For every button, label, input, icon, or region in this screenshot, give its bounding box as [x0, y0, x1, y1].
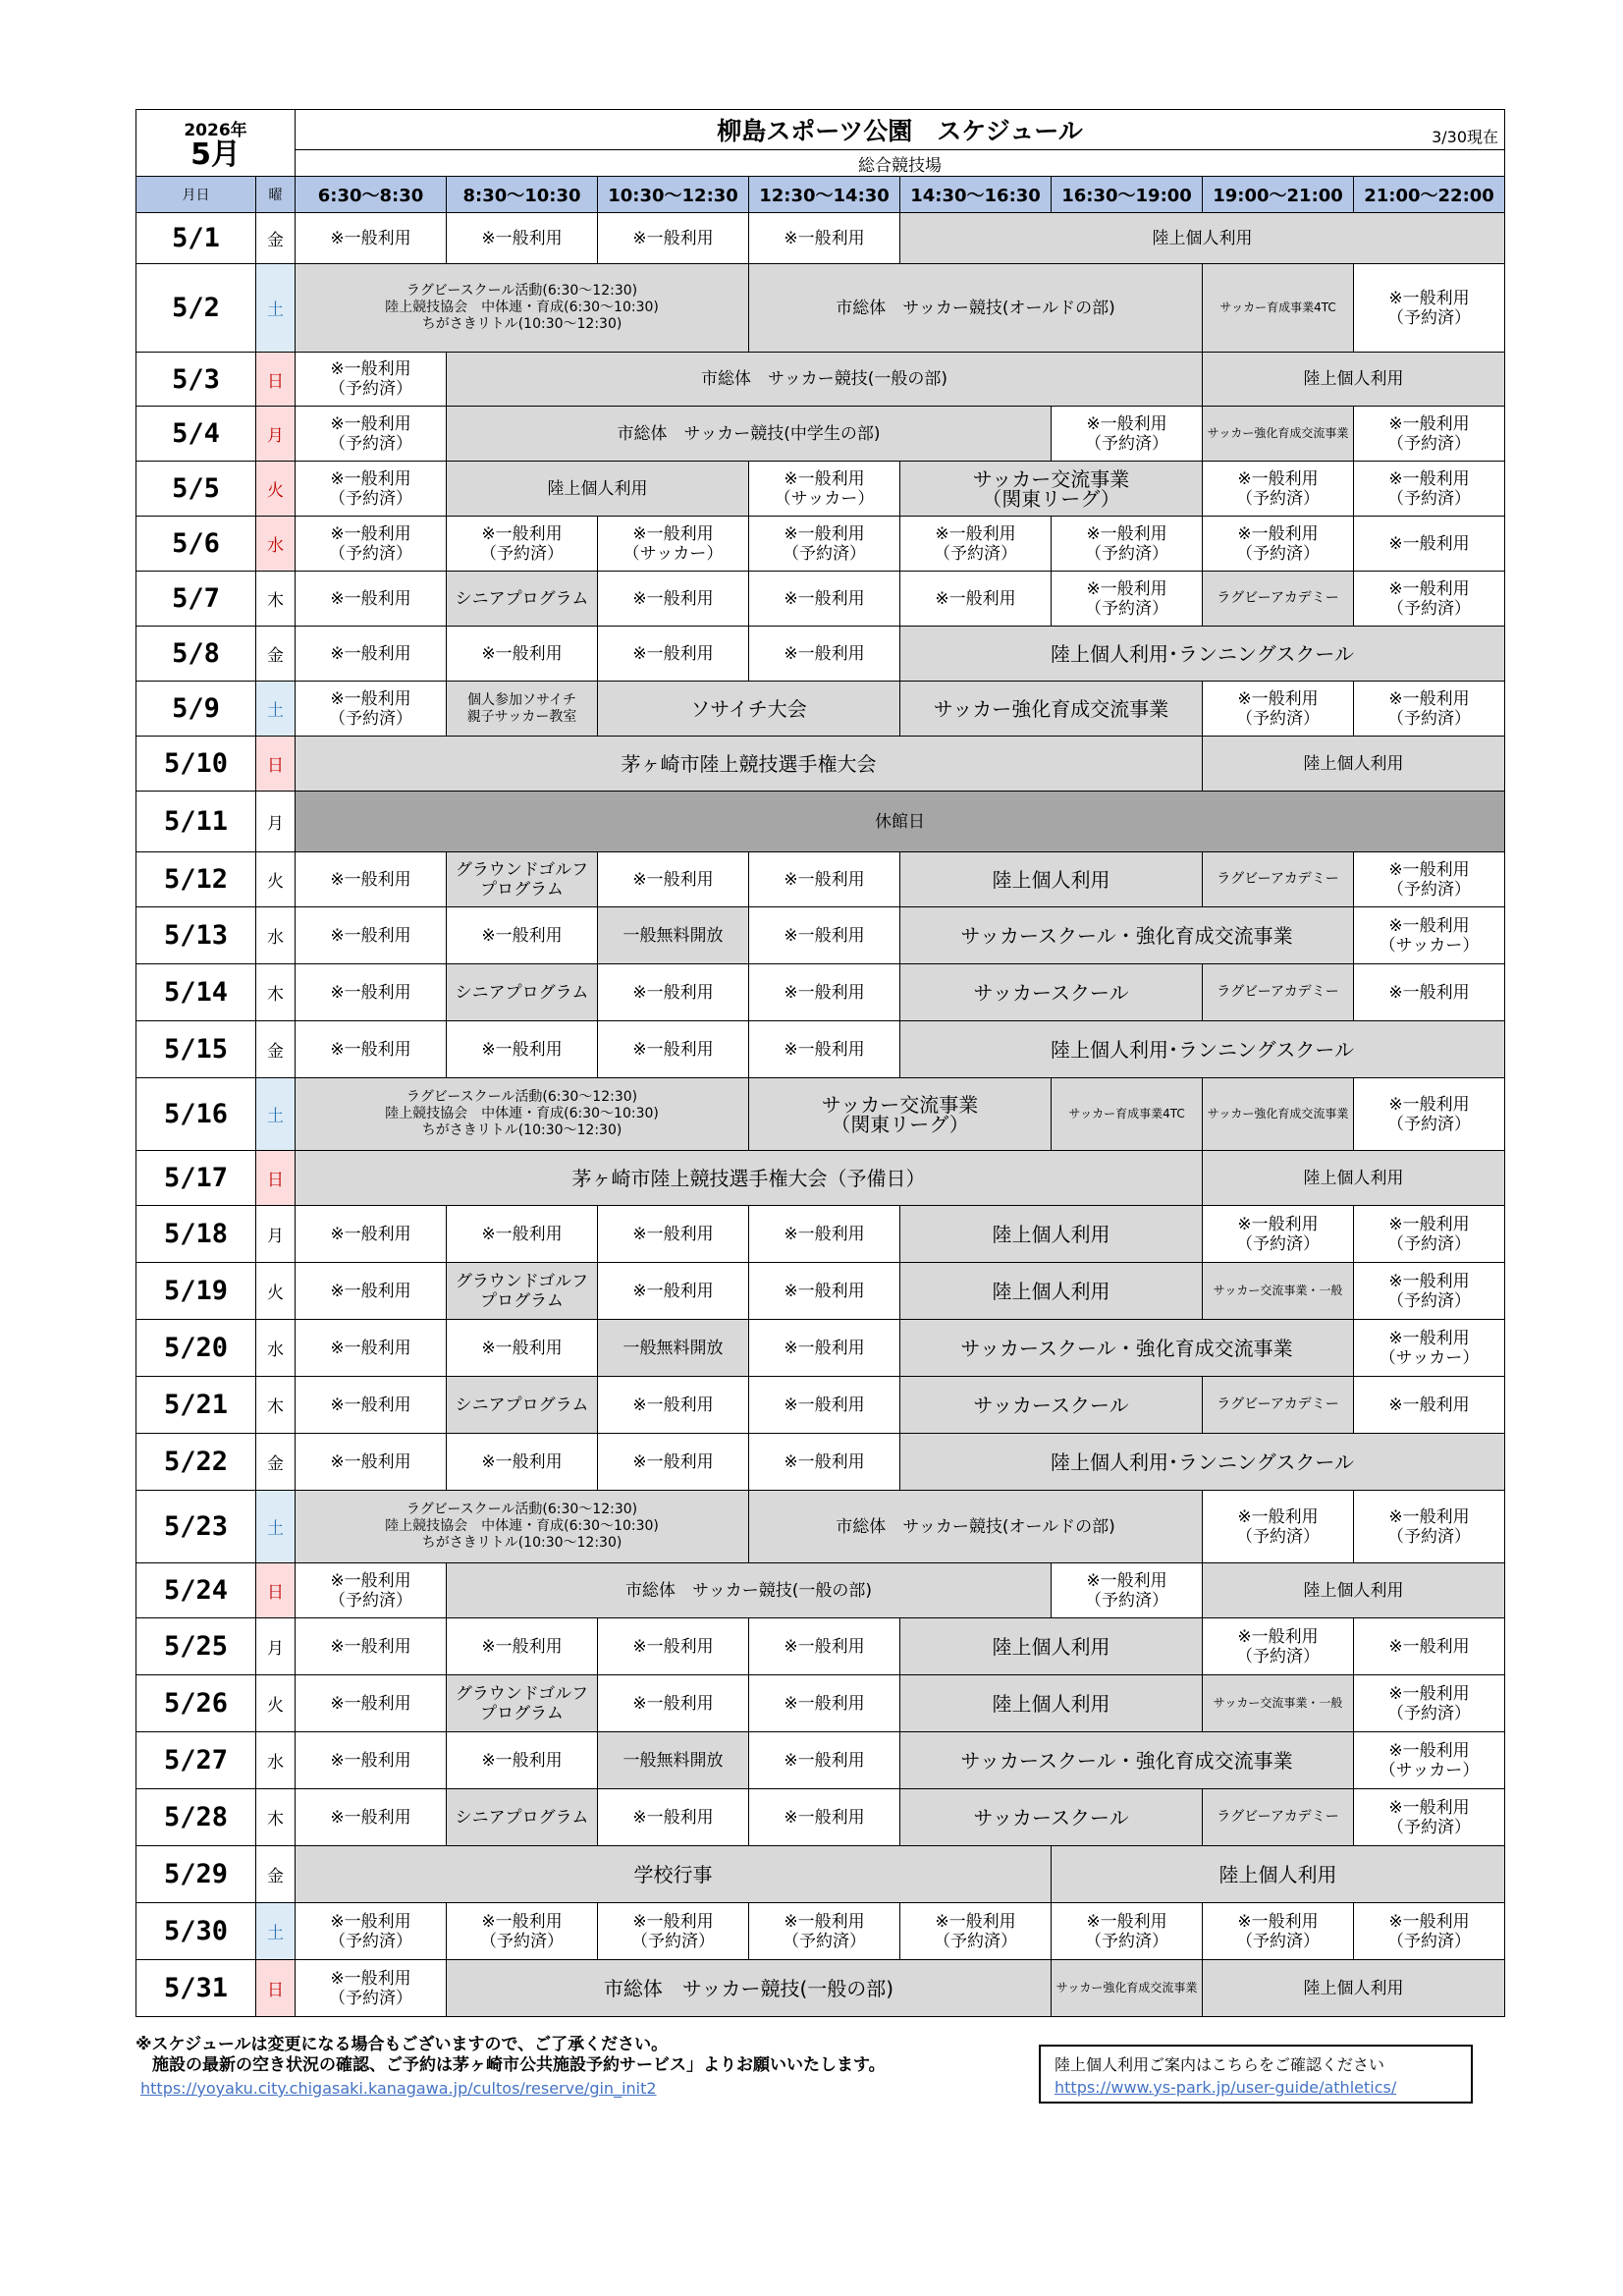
slot-cell: ※一般利用 （予約済）: [1203, 462, 1354, 517]
slot-cell: ※一般利用: [296, 907, 447, 964]
slot-cell: ※一般利用 （予約済）: [296, 682, 447, 737]
event-cell: 陸上個人利用: [900, 1618, 1203, 1675]
row-date: 5/30: [136, 1903, 256, 1960]
event-cell: グラウンドゴルフ プログラム: [447, 1263, 598, 1320]
table-row: [136, 1903, 1505, 1960]
slot-cell: ※一般利用: [749, 1675, 900, 1732]
event-cell: サッカー交流事業・一般: [1203, 1263, 1354, 1320]
event-cell: 一般無料開放: [598, 1320, 749, 1377]
slot-cell: ※一般利用 （予約済）: [749, 517, 900, 572]
event-cell: 市総体 サッカー競技(オールドの部): [749, 264, 1203, 353]
row-date: 5/3: [136, 353, 256, 407]
row-day-of-week: 金: [256, 213, 296, 264]
note-change-notice: ※スケジュールは変更になる場合もございますので、ご了承ください。: [135, 2035, 669, 2054]
row-date: 5/6: [136, 517, 256, 572]
row-day-of-week: 木: [256, 964, 296, 1021]
row-date: 5/8: [136, 627, 256, 682]
table-row: [136, 213, 1505, 264]
slot-cell: ※一般利用 （予約済）: [1354, 1491, 1505, 1563]
event-cell: 陸上個人利用･ランニングスクール: [900, 627, 1505, 682]
table-row: [136, 353, 1505, 407]
table-row: [136, 1618, 1505, 1675]
row-day-of-week: 土: [256, 682, 296, 737]
row-day-of-week: 日: [256, 353, 296, 407]
event-cell: 陸上個人利用: [900, 852, 1203, 907]
event-cell: サッカー交流事業 （関東リーグ）: [900, 462, 1203, 517]
row-day-of-week: 月: [256, 1206, 296, 1263]
slot-cell: ※一般利用 （予約済）: [900, 517, 1052, 572]
slot-cell: ※一般利用: [749, 852, 900, 907]
event-cell: 陸上個人利用: [900, 1206, 1203, 1263]
row-day-of-week: 月: [256, 407, 296, 462]
slot-cell: ※一般利用: [598, 1789, 749, 1846]
slot-cell: ※一般利用 （予約済）: [1052, 517, 1203, 572]
slot-cell: ※一般利用 （予約済）: [1354, 1206, 1505, 1263]
table-row: [136, 907, 1505, 964]
table-row: [136, 1846, 1505, 1903]
slot-cell: ※一般利用 （予約済）: [447, 517, 598, 572]
slot-cell: ※一般利用: [447, 627, 598, 682]
event-cell: 一般無料開放: [598, 1732, 749, 1789]
table-row: [136, 1263, 1505, 1320]
slot-cell: ※一般利用: [598, 572, 749, 627]
event-cell: 陸上個人利用: [1203, 737, 1505, 792]
slot-cell: ※一般利用: [296, 1618, 447, 1675]
row-day-of-week: 金: [256, 1846, 296, 1903]
slot-cell: ※一般利用 （サッカー）: [598, 517, 749, 572]
event-cell: 一般無料開放: [598, 907, 749, 964]
event-cell: シニアプログラム: [447, 964, 598, 1021]
slot-cell: ※一般利用 （サッカー）: [1354, 1732, 1505, 1789]
table-row: [136, 572, 1505, 627]
slot-cell: ※一般利用 （予約済）: [1203, 1618, 1354, 1675]
row-date: 5/22: [136, 1434, 256, 1491]
row-date: 5/9: [136, 682, 256, 737]
event-cell: 市総体 サッカー競技(一般の部): [447, 1960, 1052, 2017]
row-day-of-week: 火: [256, 1675, 296, 1732]
event-cell: ラグビースクール活動(6:30～12:30) 陸上競技協会 中体連・育成(6:30～10:30) ちがさきリトル(10:30～12:30): [296, 1078, 749, 1151]
slot-cell: ※一般利用: [296, 1263, 447, 1320]
row-day-of-week: 日: [256, 1151, 296, 1206]
slot-cell: ※一般利用 （予約済）: [1203, 1903, 1354, 1960]
slot-cell: ※一般利用: [749, 1377, 900, 1434]
slot-cell: ※一般利用: [900, 572, 1052, 627]
column-header-dow: 曜: [256, 177, 296, 213]
slot-cell: ※一般利用: [749, 1320, 900, 1377]
row-date: 5/25: [136, 1618, 256, 1675]
table-row: [136, 517, 1505, 572]
row-date: 5/2: [136, 264, 256, 353]
row-date: 5/24: [136, 1563, 256, 1618]
slot-cell: ※一般利用 （予約済）: [598, 1903, 749, 1960]
table-row: [136, 1078, 1505, 1151]
table-row: [136, 1789, 1505, 1846]
event-cell: 陸上個人利用: [447, 462, 749, 517]
table-row: [136, 1732, 1505, 1789]
event-cell: サッカー強化育成交流事業: [1203, 407, 1354, 462]
slot-cell: ※一般利用 （予約済）: [296, 517, 447, 572]
slot-cell: ※一般利用: [598, 1675, 749, 1732]
table-row: [136, 737, 1505, 792]
slot-cell: ※一般利用 （予約済）: [1052, 572, 1203, 627]
table-row: [136, 1377, 1505, 1434]
table-row: [136, 462, 1505, 517]
event-cell: 市総体 サッカー競技(一般の部): [447, 353, 1203, 407]
event-cell: サッカースクール・強化育成交流事業: [900, 1320, 1354, 1377]
table-row: [136, 964, 1505, 1021]
column-header-slot: 10:30～12:30: [598, 177, 749, 213]
slot-cell: ※一般利用 （予約済）: [296, 1563, 447, 1618]
column-header-slot: 21:00～22:00: [1354, 177, 1505, 213]
slot-cell: ※一般利用: [598, 1377, 749, 1434]
event-cell: サッカー交流事業・一般: [1203, 1675, 1354, 1732]
slot-cell: ※一般利用 （予約済）: [749, 1903, 900, 1960]
as-of-date: 3/30現在: [1432, 128, 1499, 146]
column-header-slot: 14:30～16:30: [900, 177, 1052, 213]
row-date: 5/10: [136, 737, 256, 792]
slot-cell: ※一般利用: [598, 1434, 749, 1491]
slot-cell: ※一般利用: [447, 1732, 598, 1789]
event-cell: 休館日: [296, 792, 1505, 852]
event-cell: シニアプログラム: [447, 1377, 598, 1434]
event-cell: 陸上個人利用: [1052, 1846, 1505, 1903]
slot-cell: ※一般利用: [447, 907, 598, 964]
slot-cell: ※一般利用: [1354, 1618, 1505, 1675]
table-row: [136, 852, 1505, 907]
event-cell: サッカースクール: [900, 964, 1203, 1021]
event-cell: サッカースクール・強化育成交流事業: [900, 1732, 1354, 1789]
table-row: [136, 264, 1505, 353]
row-date: 5/5: [136, 462, 256, 517]
row-date: 5/13: [136, 907, 256, 964]
table-row: [136, 1675, 1505, 1732]
row-date: 5/15: [136, 1021, 256, 1078]
event-cell: ラグビーアカデミー: [1203, 964, 1354, 1021]
event-cell: 陸上個人利用: [900, 213, 1505, 264]
slot-cell: ※一般利用: [1354, 964, 1505, 1021]
event-cell: サッカー強化育成交流事業: [1052, 1960, 1203, 2017]
row-day-of-week: 土: [256, 1903, 296, 1960]
slot-cell: ※一般利用: [749, 1021, 900, 1078]
row-date: 5/29: [136, 1846, 256, 1903]
table-row: [136, 792, 1505, 852]
slot-cell: ※一般利用: [598, 1263, 749, 1320]
row-day-of-week: 火: [256, 462, 296, 517]
column-header-date: 月日: [136, 177, 256, 213]
venue-name: 総合競技場: [296, 150, 1505, 177]
slot-cell: ※一般利用: [447, 1434, 598, 1491]
row-day-of-week: 水: [256, 907, 296, 964]
slot-cell: ※一般利用: [447, 1618, 598, 1675]
row-day-of-week: 金: [256, 1021, 296, 1078]
note-reservation-info: 施設の最新の空き状況の確認、ご予約は茅ヶ崎市公共施設予約サービス」よりお願いいたします。: [135, 2055, 886, 2075]
column-header-slot: 16:30～19:00: [1052, 177, 1203, 213]
column-header-slot: 19:00～21:00: [1203, 177, 1354, 213]
slot-cell: ※一般利用: [598, 213, 749, 264]
event-cell: 陸上個人利用･ランニングスクール: [900, 1434, 1505, 1491]
row-date: 5/12: [136, 852, 256, 907]
event-cell: 茅ヶ崎市陸上競技選手権大会: [296, 737, 1203, 792]
slot-cell: ※一般利用 （予約済）: [296, 353, 447, 407]
row-day-of-week: 金: [256, 1434, 296, 1491]
event-cell: サッカー育成事業4TC: [1203, 264, 1354, 353]
table-row: [136, 1434, 1505, 1491]
title-cell: [296, 110, 1505, 150]
event-cell: グラウンドゴルフ プログラム: [447, 1675, 598, 1732]
slot-cell: ※一般利用 （予約済）: [1354, 572, 1505, 627]
slot-cell: ※一般利用: [447, 1320, 598, 1377]
slot-cell: ※一般利用 （予約済）: [900, 1903, 1052, 1960]
slot-cell: ※一般利用: [296, 852, 447, 907]
slot-cell: ※一般利用: [296, 1377, 447, 1434]
slot-cell: ※一般利用 （予約済）: [447, 1903, 598, 1960]
row-date: 5/1: [136, 213, 256, 264]
slot-cell: ※一般利用: [749, 1789, 900, 1846]
athletics-info-title: 陸上個人利用ご案内はこちらをご確認ください: [1055, 2055, 1385, 2074]
slot-cell: ※一般利用 （予約済）: [1354, 1263, 1505, 1320]
row-day-of-week: 金: [256, 627, 296, 682]
event-cell: 個人参加ソサイチ 親子サッカー教室: [447, 682, 598, 737]
row-day-of-week: 火: [256, 852, 296, 907]
slot-cell: ※一般利用: [598, 1021, 749, 1078]
slot-cell: ※一般利用 （予約済）: [296, 462, 447, 517]
athletics-info-link[interactable]: https://www.ys-park.jp/user-guide/athletics/: [1055, 2078, 1397, 2097]
slot-cell: ※一般利用: [749, 572, 900, 627]
slot-cell: ※一般利用: [296, 1434, 447, 1491]
event-cell: ラグビースクール活動(6:30～12:30) 陸上競技協会 中体連・育成(6:30～10:30) ちがさきリトル(10:30～12:30): [296, 1491, 749, 1563]
row-day-of-week: 木: [256, 1377, 296, 1434]
row-day-of-week: 日: [256, 1960, 296, 2017]
row-day-of-week: 月: [256, 792, 296, 852]
event-cell: 市総体 サッカー競技(一般の部): [447, 1563, 1052, 1618]
slot-cell: ※一般利用 （サッカー）: [1354, 907, 1505, 964]
event-cell: ラグビーアカデミー: [1203, 852, 1354, 907]
slot-cell: ※一般利用: [749, 964, 900, 1021]
table-row: [136, 682, 1505, 737]
event-cell: 陸上個人利用: [1203, 1151, 1505, 1206]
table-row: [136, 1491, 1505, 1563]
event-cell: サッカースクール: [900, 1377, 1203, 1434]
reservation-service-link[interactable]: https://yoyaku.city.chigasaki.kanagawa.jp/cultos/reserve/gin_init2: [140, 2079, 657, 2098]
slot-cell: ※一般利用 （予約済）: [296, 1960, 447, 2017]
slot-cell: ※一般利用 （予約済）: [1354, 462, 1505, 517]
table-row: [136, 1021, 1505, 1078]
slot-cell: ※一般利用: [749, 627, 900, 682]
row-day-of-week: 土: [256, 264, 296, 353]
slot-cell: ※一般利用 （予約済）: [1203, 517, 1354, 572]
row-date: 5/21: [136, 1377, 256, 1434]
slot-cell: ※一般利用 （予約済）: [1203, 682, 1354, 737]
slot-cell: ※一般利用 （予約済）: [1354, 1789, 1505, 1846]
slot-cell: ※一般利用: [598, 627, 749, 682]
row-day-of-week: 火: [256, 1263, 296, 1320]
row-day-of-week: 水: [256, 1320, 296, 1377]
footer-notes: [135, 2035, 1019, 2076]
row-day-of-week: 木: [256, 1789, 296, 1846]
event-cell: 陸上個人利用: [1203, 1563, 1505, 1618]
slot-cell: ※一般利用: [749, 1206, 900, 1263]
event-cell: シニアプログラム: [447, 1789, 598, 1846]
year-month-cell: [136, 110, 296, 177]
row-day-of-week: 土: [256, 1491, 296, 1563]
row-date: 5/26: [136, 1675, 256, 1732]
page-title: 柳島スポーツ公園 スケジュール: [717, 117, 1083, 145]
slot-cell: ※一般利用: [749, 907, 900, 964]
row-date: 5/11: [136, 792, 256, 852]
event-cell: 陸上個人利用･ランニングスクール: [900, 1021, 1505, 1078]
event-cell: サッカー育成事業4TC: [1052, 1078, 1203, 1151]
event-cell: サッカー強化育成交流事業: [1203, 1078, 1354, 1151]
event-cell: ラグビーアカデミー: [1203, 1377, 1354, 1434]
event-cell: 茅ヶ崎市陸上競技選手権大会（予備日）: [296, 1151, 1203, 1206]
slot-cell: ※一般利用: [749, 1263, 900, 1320]
row-date: 5/28: [136, 1789, 256, 1846]
row-date: 5/4: [136, 407, 256, 462]
row-day-of-week: 木: [256, 572, 296, 627]
slot-cell: ※一般利用 （サッカー）: [749, 462, 900, 517]
slot-cell: ※一般利用: [296, 572, 447, 627]
row-date: 5/31: [136, 1960, 256, 2017]
row-date: 5/19: [136, 1263, 256, 1320]
row-day-of-week: 土: [256, 1078, 296, 1151]
column-header-slot: 6:30～8:30: [296, 177, 447, 213]
row-date: 5/7: [136, 572, 256, 627]
slot-cell: ※一般利用: [598, 852, 749, 907]
table-row: [136, 1151, 1505, 1206]
slot-cell: ※一般利用: [749, 1732, 900, 1789]
event-cell: サッカースクール: [900, 1789, 1203, 1846]
slot-cell: ※一般利用 （予約済）: [1354, 407, 1505, 462]
event-cell: 市総体 サッカー競技(中学生の部): [447, 407, 1052, 462]
slot-cell: ※一般利用 （予約済）: [1354, 264, 1505, 353]
month-label: 5月: [190, 137, 241, 172]
row-day-of-week: 水: [256, 517, 296, 572]
slot-cell: ※一般利用: [749, 213, 900, 264]
column-header-slot: 12:30～14:30: [749, 177, 900, 213]
row-date: 5/17: [136, 1151, 256, 1206]
slot-cell: ※一般利用: [296, 213, 447, 264]
row-day-of-week: 月: [256, 1618, 296, 1675]
slot-cell: ※一般利用: [598, 1206, 749, 1263]
row-day-of-week: 水: [256, 1732, 296, 1789]
slot-cell: ※一般利用 （予約済）: [1354, 682, 1505, 737]
event-cell: 陸上個人利用: [900, 1675, 1203, 1732]
table-row: [136, 627, 1505, 682]
event-cell: サッカースクール・強化育成交流事業: [900, 907, 1354, 964]
slot-cell: ※一般利用 （予約済）: [1052, 1563, 1203, 1618]
event-cell: 陸上個人利用: [900, 1263, 1203, 1320]
row-date: 5/20: [136, 1320, 256, 1377]
slot-cell: ※一般利用: [296, 1206, 447, 1263]
slot-cell: ※一般利用 （予約済）: [1052, 407, 1203, 462]
slot-cell: ※一般利用 （予約済）: [1354, 1078, 1505, 1151]
slot-cell: ※一般利用 （予約済）: [296, 407, 447, 462]
slot-cell: ※一般利用: [598, 964, 749, 1021]
slot-cell: ※一般利用: [296, 1675, 447, 1732]
event-cell: 陸上個人利用: [1203, 353, 1505, 407]
slot-cell: ※一般利用 （予約済）: [1203, 1491, 1354, 1563]
slot-cell: ※一般利用: [1354, 517, 1505, 572]
slot-cell: ※一般利用: [749, 1618, 900, 1675]
row-date: 5/18: [136, 1206, 256, 1263]
row-date: 5/16: [136, 1078, 256, 1151]
slot-cell: ※一般利用 （予約済）: [1354, 1675, 1505, 1732]
event-cell: シニアプログラム: [447, 572, 598, 627]
event-cell: ラグビースクール活動(6:30～12:30) 陸上競技協会 中体連・育成(6:30～10:30) ちがさきリトル(10:30～12:30): [296, 264, 749, 353]
event-cell: グラウンドゴルフ プログラム: [447, 852, 598, 907]
slot-cell: ※一般利用: [447, 213, 598, 264]
row-day-of-week: 日: [256, 737, 296, 792]
slot-cell: ※一般利用 （サッカー）: [1354, 1320, 1505, 1377]
slot-cell: ※一般利用 （予約済）: [1203, 1206, 1354, 1263]
slot-cell: ※一般利用: [296, 1732, 447, 1789]
slot-cell: ※一般利用: [296, 1021, 447, 1078]
slot-cell: ※一般利用: [749, 1434, 900, 1491]
column-header-slot: 8:30～10:30: [447, 177, 598, 213]
event-cell: ラグビーアカデミー: [1203, 572, 1354, 627]
event-cell: ソサイチ大会: [598, 682, 900, 737]
event-cell: サッカー強化育成交流事業: [900, 682, 1203, 737]
slot-cell: ※一般利用: [296, 627, 447, 682]
slot-cell: ※一般利用: [296, 964, 447, 1021]
slot-cell: ※一般利用: [447, 1021, 598, 1078]
slot-cell: ※一般利用: [1354, 1377, 1505, 1434]
table-row: [136, 1960, 1505, 2017]
table-row: [136, 1206, 1505, 1263]
slot-cell: ※一般利用 （予約済）: [296, 1903, 447, 1960]
event-cell: 学校行事: [296, 1846, 1052, 1903]
table-row: [136, 407, 1505, 462]
event-cell: サッカー交流事業 （関東リーグ）: [749, 1078, 1052, 1151]
row-date: 5/23: [136, 1491, 256, 1563]
slot-cell: ※一般利用 （予約済）: [1354, 1903, 1505, 1960]
row-date: 5/27: [136, 1732, 256, 1789]
event-cell: ラグビーアカデミー: [1203, 1789, 1354, 1846]
table-row: [136, 1563, 1505, 1618]
slot-cell: ※一般利用: [598, 1618, 749, 1675]
event-cell: 市総体 サッカー競技(オールドの部): [749, 1491, 1203, 1563]
schedule-table: [135, 109, 1505, 2017]
slot-cell: ※一般利用: [296, 1320, 447, 1377]
athletics-info-box: [1039, 2045, 1473, 2104]
slot-cell: ※一般利用 （予約済）: [1354, 852, 1505, 907]
row-date: 5/14: [136, 964, 256, 1021]
table-row: [136, 1320, 1505, 1377]
event-cell: 陸上個人利用: [1203, 1960, 1505, 2017]
row-day-of-week: 日: [256, 1563, 296, 1618]
year-label: 2026年: [184, 120, 247, 140]
slot-cell: ※一般利用 （予約済）: [1052, 1903, 1203, 1960]
slot-cell: ※一般利用: [296, 1789, 447, 1846]
slot-cell: ※一般利用: [447, 1206, 598, 1263]
